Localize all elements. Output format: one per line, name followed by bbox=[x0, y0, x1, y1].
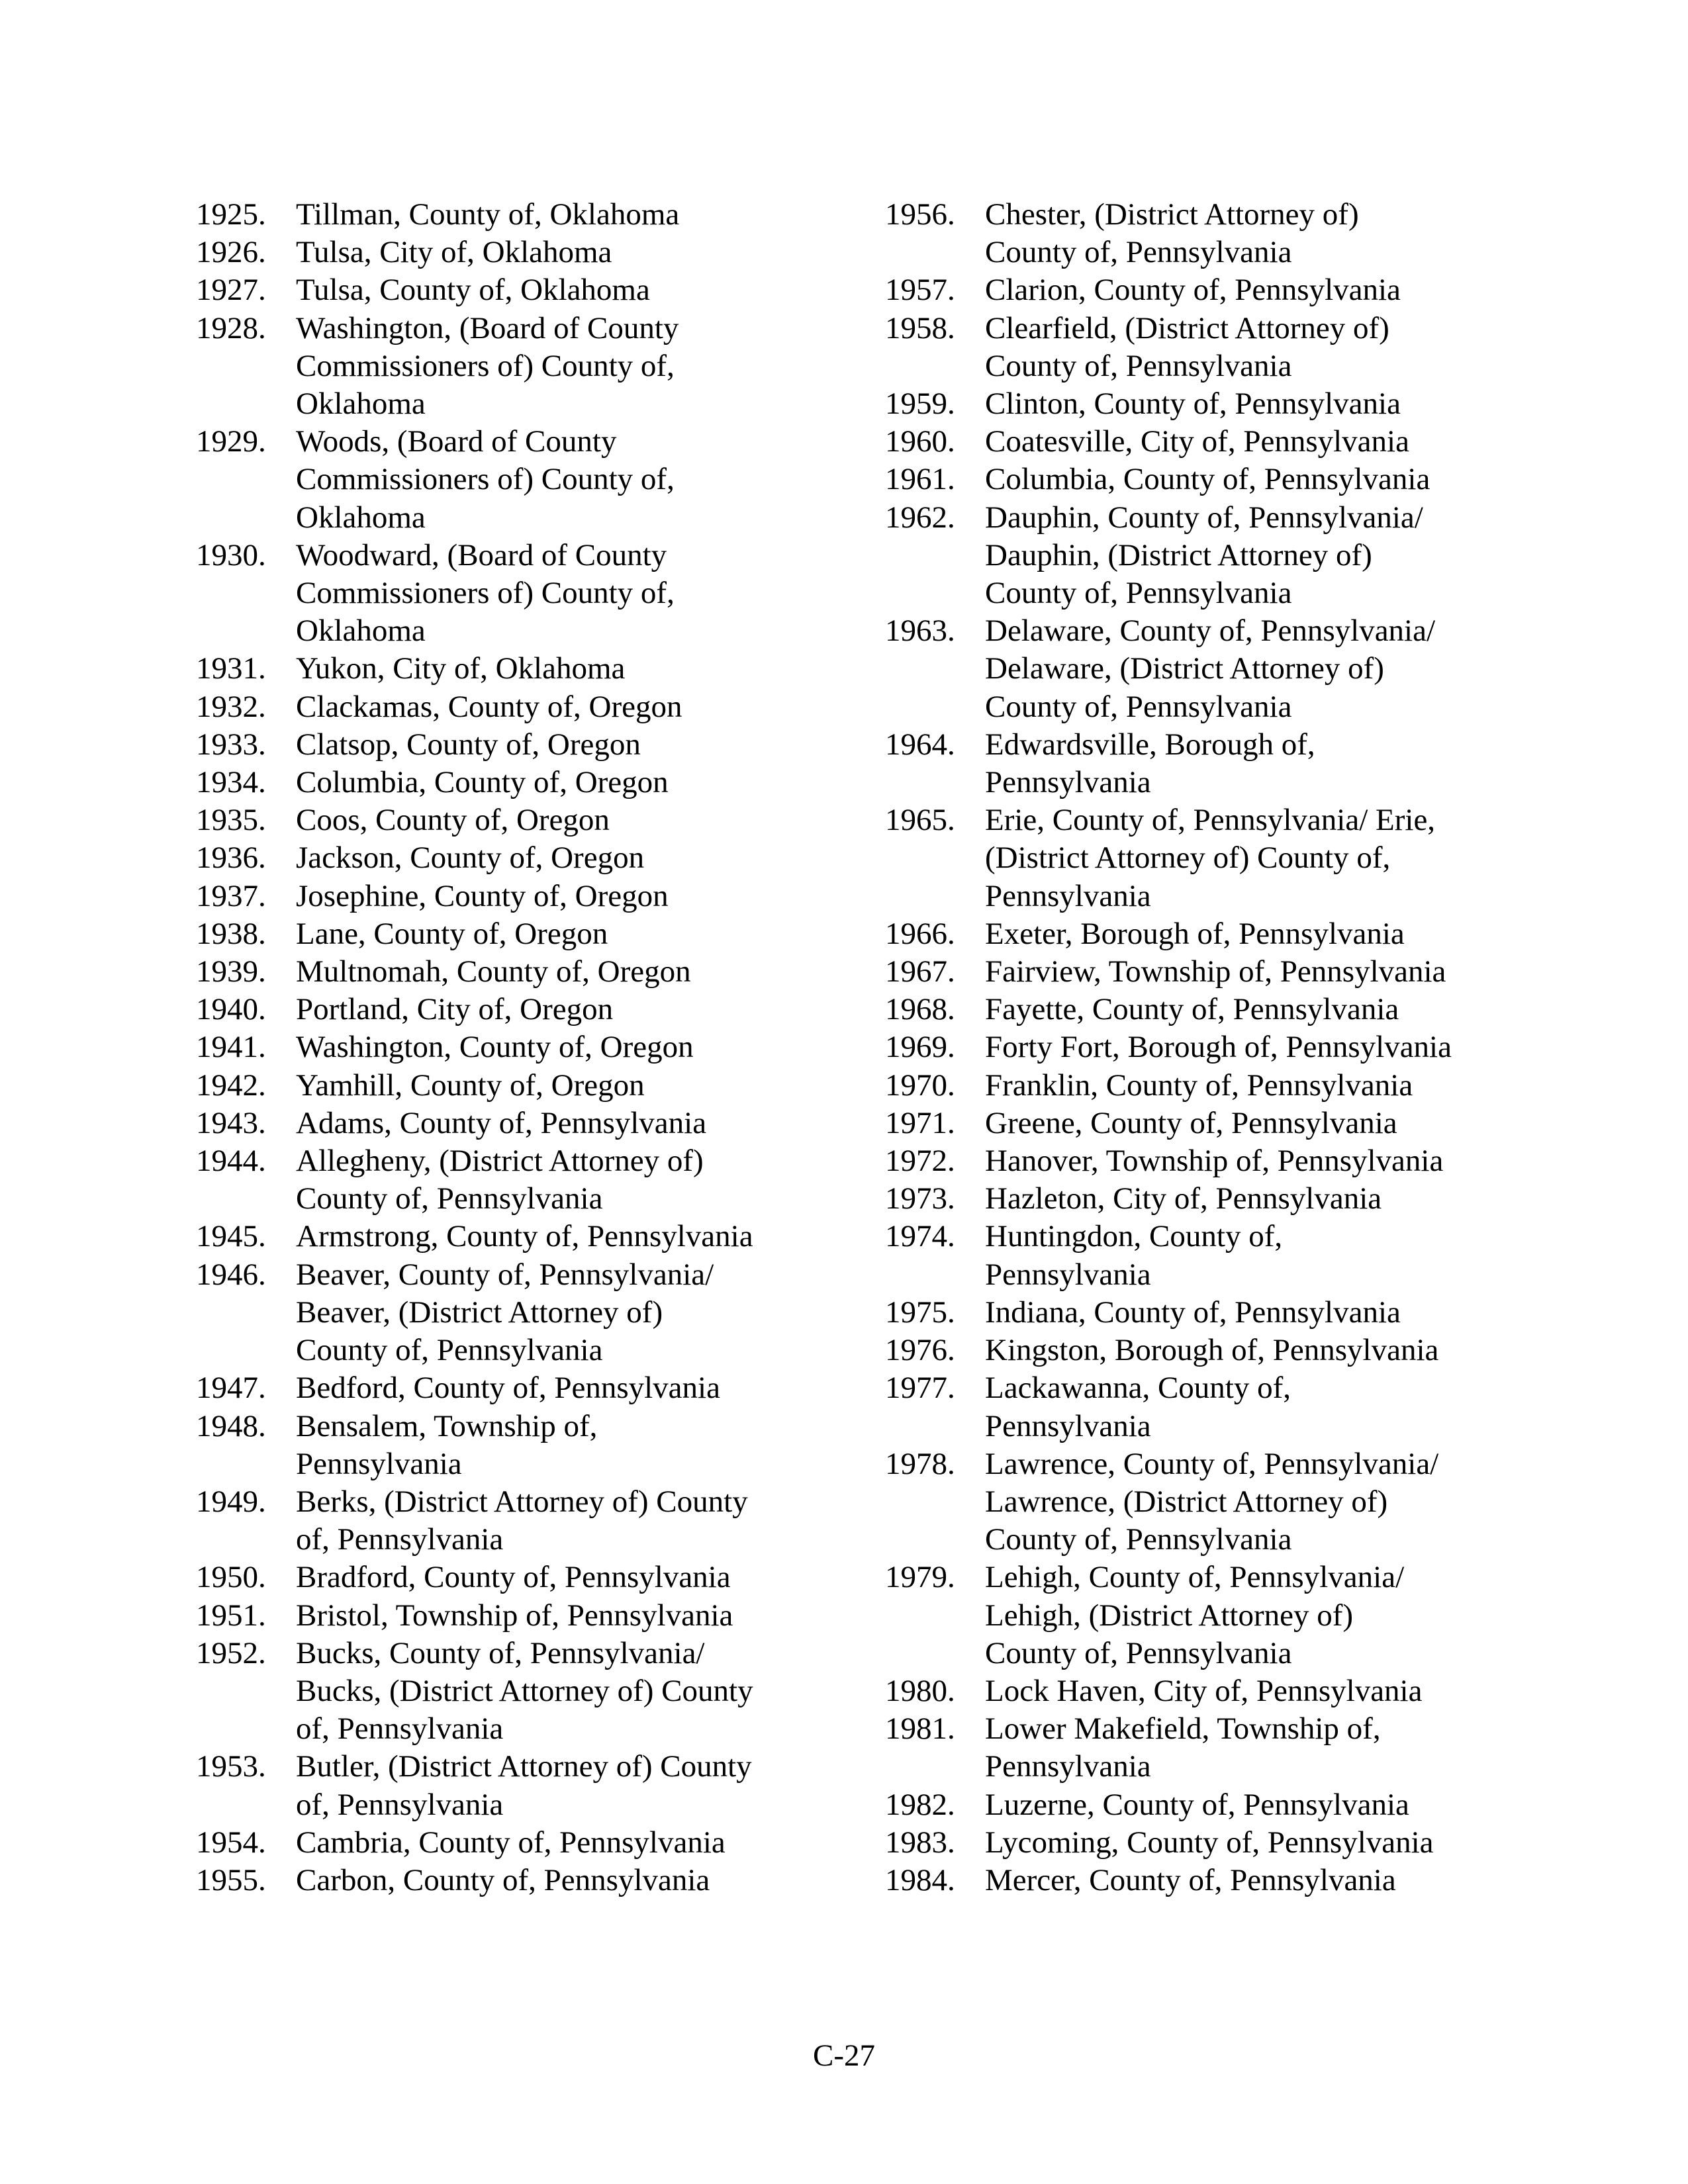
list-item bbox=[196, 1559, 831, 1596]
item-number: 1956. bbox=[885, 197, 955, 232]
item-text: Forty Fort, Borough of, Pennsylvania bbox=[985, 1030, 1452, 1065]
item-text: Adams, County of, Pennsylvania bbox=[296, 1105, 707, 1140]
item-number: 1944. bbox=[196, 1144, 266, 1179]
item-text: Clarion, County of, Pennsylvania bbox=[985, 273, 1401, 308]
list-item bbox=[196, 1142, 831, 1218]
item-text: Tillman, County of, Oklahoma bbox=[296, 197, 680, 232]
item-number: 1928. bbox=[196, 310, 266, 345]
item-number: 1932. bbox=[196, 689, 266, 724]
item-text: Erie, County of, Pennsylvania/ Erie, (District Attorney of) County of, Pennsylvania bbox=[985, 803, 1436, 913]
item-text: Clackamas, County of, Oregon bbox=[296, 689, 682, 724]
item-text: Edwardsville, Borough of, Pennsylvania bbox=[985, 727, 1315, 800]
list-item bbox=[885, 385, 1521, 423]
item-number: 1925. bbox=[196, 197, 266, 232]
item-text: Woods, (Board of County Commissioners of) County of, Oklahoma bbox=[296, 424, 675, 535]
list-item bbox=[885, 1672, 1521, 1710]
item-number: 1926. bbox=[196, 235, 266, 270]
item-text: Coatesville, City of, Pennsylvania bbox=[985, 424, 1409, 459]
item-text: Hanover, Township of, Pennsylvania bbox=[985, 1144, 1444, 1179]
item-text: Lackawanna, County of, Pennsylvania bbox=[985, 1371, 1291, 1443]
list-item bbox=[885, 1445, 1521, 1559]
list-item bbox=[196, 1028, 831, 1066]
item-text: Columbia, County of, Oregon bbox=[296, 765, 669, 800]
list-item bbox=[885, 1332, 1521, 1369]
item-number: 1981. bbox=[885, 1711, 955, 1747]
item-text: Lehigh, County of, Pennsylvania/ Lehigh, (District Attorney of) County of, Pennsylvania bbox=[985, 1560, 1405, 1670]
item-text: Josephine, County of, Oregon bbox=[296, 878, 669, 913]
list-item bbox=[885, 915, 1521, 953]
item-text: Cambria, County of, Pennsylvania bbox=[296, 1825, 726, 1860]
list-item bbox=[885, 461, 1521, 498]
list-item bbox=[885, 1180, 1521, 1218]
list-item bbox=[885, 499, 1521, 613]
list-item bbox=[885, 310, 1521, 385]
item-text: Fairview, Township of, Pennsylvania bbox=[985, 954, 1446, 989]
item-number: 1982. bbox=[885, 1787, 955, 1822]
item-number: 1947. bbox=[196, 1371, 266, 1406]
list-item bbox=[196, 537, 831, 651]
list-item bbox=[196, 234, 831, 271]
list-item bbox=[196, 1597, 831, 1635]
item-number: 1937. bbox=[196, 878, 266, 913]
list-item bbox=[196, 1483, 831, 1559]
item-number: 1965. bbox=[885, 803, 955, 838]
list-item bbox=[196, 271, 831, 309]
item-text: Lower Makefield, Township of, Pennsylvania bbox=[985, 1711, 1381, 1784]
item-text: Bradford, County of, Pennsylvania bbox=[296, 1560, 731, 1595]
item-number: 1935. bbox=[196, 803, 266, 838]
list-item bbox=[196, 423, 831, 537]
item-number: 1967. bbox=[885, 954, 955, 989]
item-text: Clinton, County of, Pennsylvania bbox=[985, 387, 1401, 422]
item-number: 1966. bbox=[885, 916, 955, 951]
list-item bbox=[885, 1142, 1521, 1180]
item-text: Clearfield, (District Attorney of) County of, Pennsylvania bbox=[985, 310, 1389, 383]
item-text: Multnomah, County of, Oregon bbox=[296, 954, 691, 989]
item-text: Allegheny, (District Attorney of) County of, Pennsylvania bbox=[296, 1144, 704, 1216]
item-text: Dauphin, County of, Pennsylvania/ Dauphin, (District Attorney of) County of, Pennsylvania bbox=[985, 500, 1423, 611]
item-number: 1942. bbox=[196, 1068, 266, 1103]
list-item bbox=[885, 612, 1521, 726]
item-number: 1929. bbox=[196, 424, 266, 459]
item-text: Lock Haven, City of, Pennsylvania bbox=[985, 1673, 1423, 1708]
item-number: 1972. bbox=[885, 1144, 955, 1179]
item-text: Franklin, County of, Pennsylvania bbox=[985, 1068, 1413, 1103]
item-number: 1973. bbox=[885, 1181, 955, 1216]
list-item bbox=[885, 196, 1521, 271]
list-item bbox=[885, 1218, 1521, 1293]
list-item bbox=[196, 650, 831, 688]
item-number: 1927. bbox=[196, 273, 266, 308]
item-text: Armstrong, County of, Pennsylvania bbox=[296, 1219, 753, 1254]
item-number: 1979. bbox=[885, 1560, 955, 1595]
list-item bbox=[196, 1408, 831, 1483]
item-number: 1984. bbox=[885, 1862, 955, 1897]
list-item bbox=[885, 271, 1521, 309]
list-item bbox=[885, 1105, 1521, 1142]
item-number: 1978. bbox=[885, 1446, 955, 1481]
list-item bbox=[885, 1028, 1521, 1066]
item-text: Yamhill, County of, Oregon bbox=[296, 1068, 645, 1103]
item-number: 1974. bbox=[885, 1219, 955, 1254]
item-text: Greene, County of, Pennsylvania bbox=[985, 1105, 1397, 1140]
item-number: 1983. bbox=[885, 1825, 955, 1860]
item-number: 1968. bbox=[885, 992, 955, 1027]
list-item bbox=[885, 1824, 1521, 1862]
item-number: 1945. bbox=[196, 1219, 266, 1254]
item-number: 1960. bbox=[885, 424, 955, 459]
item-number: 1963. bbox=[885, 614, 955, 649]
item-text: Bucks, County of, Pennsylvania/ Bucks, (District Attorney of) County of, Pennsylvania bbox=[296, 1635, 753, 1747]
item-number: 1946. bbox=[196, 1257, 266, 1292]
list-item bbox=[196, 839, 831, 877]
list-item bbox=[196, 1635, 831, 1749]
list-item bbox=[885, 1559, 1521, 1672]
item-number: 1952. bbox=[196, 1635, 266, 1670]
list-item bbox=[885, 1862, 1521, 1899]
list-item bbox=[196, 991, 831, 1028]
item-text: Woodward, (Board of County Commissioners of) County of, Oklahoma bbox=[296, 537, 675, 649]
item-number: 1933. bbox=[196, 727, 266, 762]
item-text: Butler, (District Attorney of) County of, Pennsylvania bbox=[296, 1749, 752, 1822]
list-item bbox=[196, 1369, 831, 1407]
list-item bbox=[885, 991, 1521, 1028]
item-text: Fayette, County of, Pennsylvania bbox=[985, 992, 1399, 1027]
list-item bbox=[196, 1218, 831, 1255]
item-number: 1931. bbox=[196, 651, 266, 686]
item-text: Lane, County of, Oregon bbox=[296, 916, 608, 951]
item-number: 1940. bbox=[196, 992, 266, 1027]
item-number: 1971. bbox=[885, 1105, 955, 1140]
item-number: 1948. bbox=[196, 1408, 266, 1443]
list-item bbox=[885, 953, 1521, 991]
item-number: 1961. bbox=[885, 462, 955, 497]
item-number: 1950. bbox=[196, 1560, 266, 1595]
list-item bbox=[885, 1786, 1521, 1824]
item-number: 1954. bbox=[196, 1825, 266, 1860]
item-number: 1970. bbox=[885, 1068, 955, 1103]
item-text: Columbia, County of, Pennsylvania bbox=[985, 462, 1430, 497]
item-text: Chester, (District Attorney of) County of, Pennsylvania bbox=[985, 197, 1359, 270]
item-number: 1949. bbox=[196, 1484, 266, 1519]
list-item bbox=[196, 1256, 831, 1370]
list-item bbox=[196, 953, 831, 991]
item-text: Bedford, County of, Pennsylvania bbox=[296, 1371, 720, 1406]
list-item bbox=[196, 688, 831, 726]
item-number: 1934. bbox=[196, 765, 266, 800]
list-item bbox=[196, 196, 831, 234]
item-text: Bristol, Township of, Pennsylvania bbox=[296, 1598, 733, 1633]
item-number: 1941. bbox=[196, 1030, 266, 1065]
item-text: Jackson, County of, Oregon bbox=[296, 841, 645, 876]
item-text: Portland, City of, Oregon bbox=[296, 992, 614, 1027]
list-item bbox=[196, 801, 831, 839]
list-item bbox=[196, 878, 831, 915]
item-text: Hazleton, City of, Pennsylvania bbox=[985, 1181, 1382, 1216]
item-number: 1969. bbox=[885, 1030, 955, 1065]
item-text: Clatsop, County of, Oregon bbox=[296, 727, 641, 762]
list-item bbox=[196, 1067, 831, 1105]
item-text: Berks, (District Attorney of) County of, Pennsylvania bbox=[296, 1484, 748, 1557]
list-item bbox=[196, 764, 831, 801]
item-text: Lycoming, County of, Pennsylvania bbox=[985, 1825, 1434, 1860]
item-text: Mercer, County of, Pennsylvania bbox=[985, 1862, 1396, 1897]
page-number: C-27 bbox=[813, 2038, 875, 2073]
item-number: 1980. bbox=[885, 1673, 955, 1708]
item-number: 1962. bbox=[885, 500, 955, 535]
list-item bbox=[885, 1294, 1521, 1332]
right-column-list bbox=[885, 196, 1521, 1899]
item-text: Delaware, County of, Pennsylvania/ Delaware, (District Attorney of) County of, Pennsylvania bbox=[985, 614, 1436, 724]
item-number: 1958. bbox=[885, 310, 955, 345]
list-item bbox=[885, 423, 1521, 461]
item-text: Tulsa, County of, Oklahoma bbox=[296, 273, 650, 308]
list-item bbox=[885, 726, 1521, 801]
item-number: 1938. bbox=[196, 916, 266, 951]
item-text: Beaver, County of, Pennsylvania/ Beaver, (District Attorney of) County of, Pennsylvania bbox=[296, 1257, 714, 1368]
item-number: 1976. bbox=[885, 1333, 955, 1368]
item-number: 1939. bbox=[196, 954, 266, 989]
item-number: 1951. bbox=[196, 1598, 266, 1633]
list-item bbox=[196, 1862, 831, 1899]
list-item bbox=[885, 1710, 1521, 1786]
item-number: 1943. bbox=[196, 1105, 266, 1140]
list-item bbox=[885, 801, 1521, 915]
item-text: Huntingdon, County of, Pennsylvania bbox=[985, 1219, 1283, 1292]
list-item bbox=[196, 1748, 831, 1823]
item-number: 1959. bbox=[885, 387, 955, 422]
item-text: Yukon, City of, Oklahoma bbox=[296, 651, 626, 686]
item-text: Bensalem, Township of, Pennsylvania bbox=[296, 1408, 598, 1481]
list-item bbox=[885, 1067, 1521, 1105]
item-number: 1957. bbox=[885, 273, 955, 308]
item-text: Indiana, County of, Pennsylvania bbox=[985, 1295, 1401, 1330]
list-item bbox=[885, 1369, 1521, 1445]
item-number: 1955. bbox=[196, 1862, 266, 1897]
item-text: Tulsa, City of, Oklahoma bbox=[296, 235, 612, 270]
item-number: 1930. bbox=[196, 537, 266, 572]
item-number: 1953. bbox=[196, 1749, 266, 1784]
item-text: Washington, County of, Oregon bbox=[296, 1030, 694, 1065]
list-item bbox=[196, 1105, 831, 1142]
list-item bbox=[196, 310, 831, 424]
item-text: Luzerne, County of, Pennsylvania bbox=[985, 1787, 1409, 1822]
item-number: 1936. bbox=[196, 841, 266, 876]
item-number: 1964. bbox=[885, 727, 955, 762]
list-item bbox=[196, 726, 831, 764]
left-column-list bbox=[196, 196, 831, 1899]
item-text: Exeter, Borough of, Pennsylvania bbox=[985, 916, 1405, 951]
list-item bbox=[196, 1824, 831, 1862]
item-text: Carbon, County of, Pennsylvania bbox=[296, 1862, 710, 1897]
item-text: Washington, (Board of County Commissioners of) County of, Oklahoma bbox=[296, 310, 679, 422]
list-item bbox=[196, 915, 831, 953]
item-text: Coos, County of, Oregon bbox=[296, 803, 610, 838]
item-number: 1977. bbox=[885, 1371, 955, 1406]
item-text: Kingston, Borough of, Pennsylvania bbox=[985, 1333, 1439, 1368]
item-number: 1975. bbox=[885, 1295, 955, 1330]
item-text: Lawrence, County of, Pennsylvania/ Lawrence, (District Attorney of) County of, Pennsylvania bbox=[985, 1446, 1439, 1557]
